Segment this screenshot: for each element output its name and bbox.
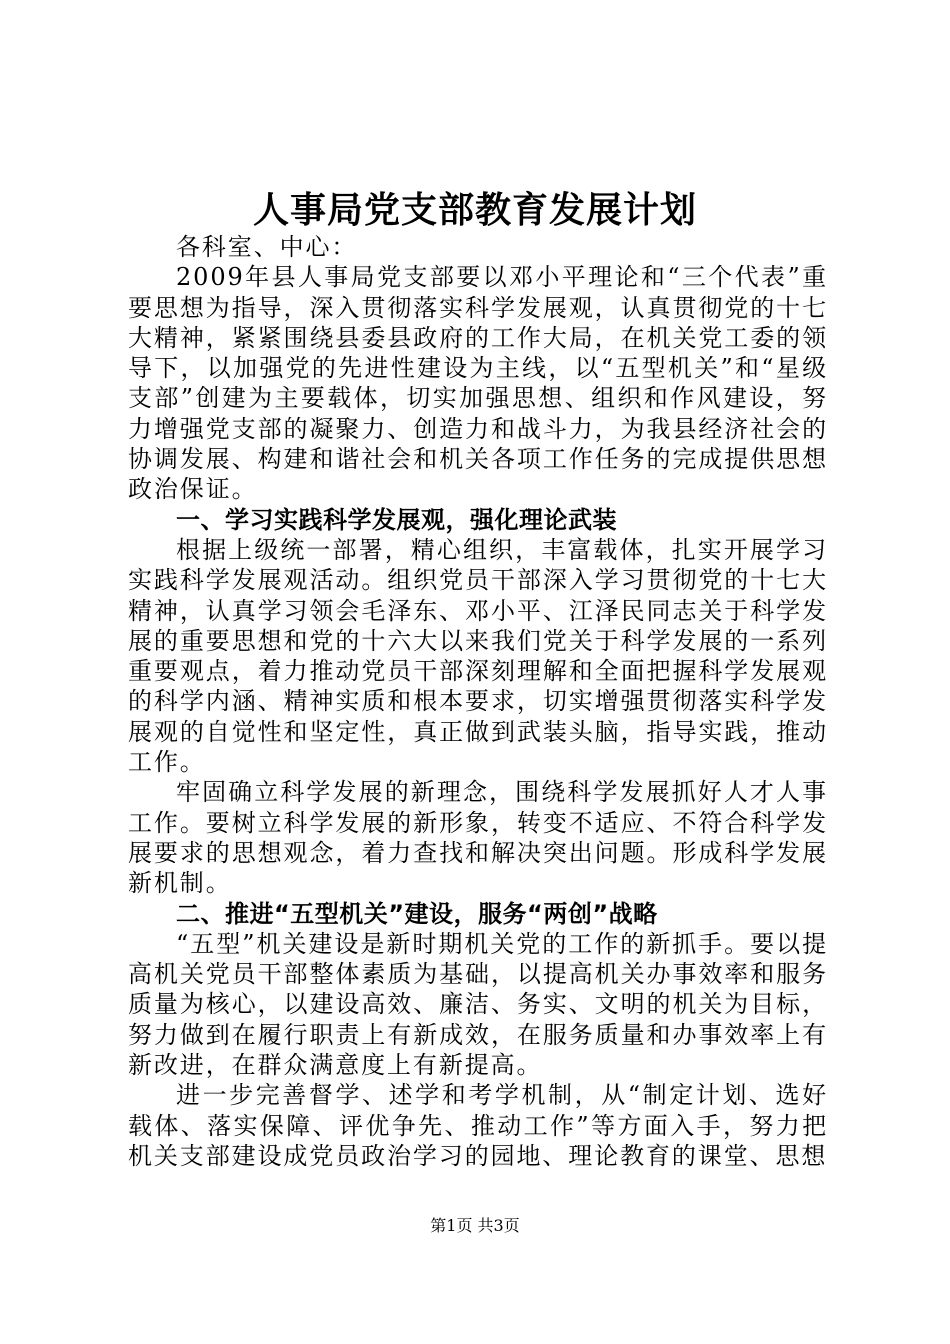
salutation: 各科室、中心： bbox=[176, 233, 358, 261]
page-footer: 第1页 共3页 bbox=[430, 1216, 520, 1235]
document-body bbox=[128, 232, 828, 1171]
section-1-paragraph-2: 牢固确立科学发展的新理念，围绕科学发展抓好人才人事工作。要树立科学发展的新形象，转变不适应、不符合科学发展要求的思想观念，着力查找和解决突出问题。形成科学发展新机制。 bbox=[128, 778, 828, 898]
section-2-paragraph-1: “五型”机关建设是新时期机关党的工作的新抓手。要以提高机关党员干部整体素质为基础，以提高机关办事效率和服务质量为核心，以建设高效、廉洁、务实、文明的机关为目标，努力做到在履行职责上有新成效，在服务质量和办事效率上有新改进，在群众满意度上有新提高。 bbox=[128, 929, 828, 1080]
document-title: 人事局党支部教育发展计划 bbox=[252, 189, 697, 231]
section-2-paragraph-2: 进一步完善督学、述学和考学机制，从“制定计划、选好载体、落实保障、评优争先、推动工作”等方面入手，努力把机关支部建设成党员政治学习的园地、理论教育的课堂、思想 bbox=[128, 1081, 828, 1170]
section-1-paragraph-1: 根据上级统一部署，精心组织，丰富载体，扎实开展学习实践科学发展观活动。组织党员干部深入学习贯彻党的十七大精神，认真学习领会毛泽东、邓小平、江泽民同志关于科学发展的重要思想和党的十六大以来我们党关于科学发展的一系列重要观点，着力推动党员干部深刻理解和全面把握科学发展观的科学内涵、精神实质和根本要求，切实增强贯彻落实科学发展观的自觉性和坚定性，真正做到武装头脑，指导实践，推动工作。 bbox=[128, 535, 828, 777]
section-2-heading: 二、推进“五型机关”建设，服务“两创”战略 bbox=[176, 899, 658, 928]
intro-paragraph: 2009年县人事局党支部要以邓小平理论和“三个代表”重要思想为指导，深入贯彻落实科学发展观，认真贯彻党的十七大精神，紧紧围绕县委县政府的工作大局，在机关党工委的领导下，以加强党的先进性建设为主线，以“五型机关”和“星级支部”创建为主要载体，切实加强思想、组织和作风建设，努力增强党支部的凝聚力、创造力和战斗力，为我县经济社会的协调发展、构建和谐社会和机关各项工作任务的完成提供思想政治保证。 bbox=[128, 263, 828, 504]
section-1-heading: 一、学习实践科学发展观，强化理论武装 bbox=[176, 505, 617, 534]
